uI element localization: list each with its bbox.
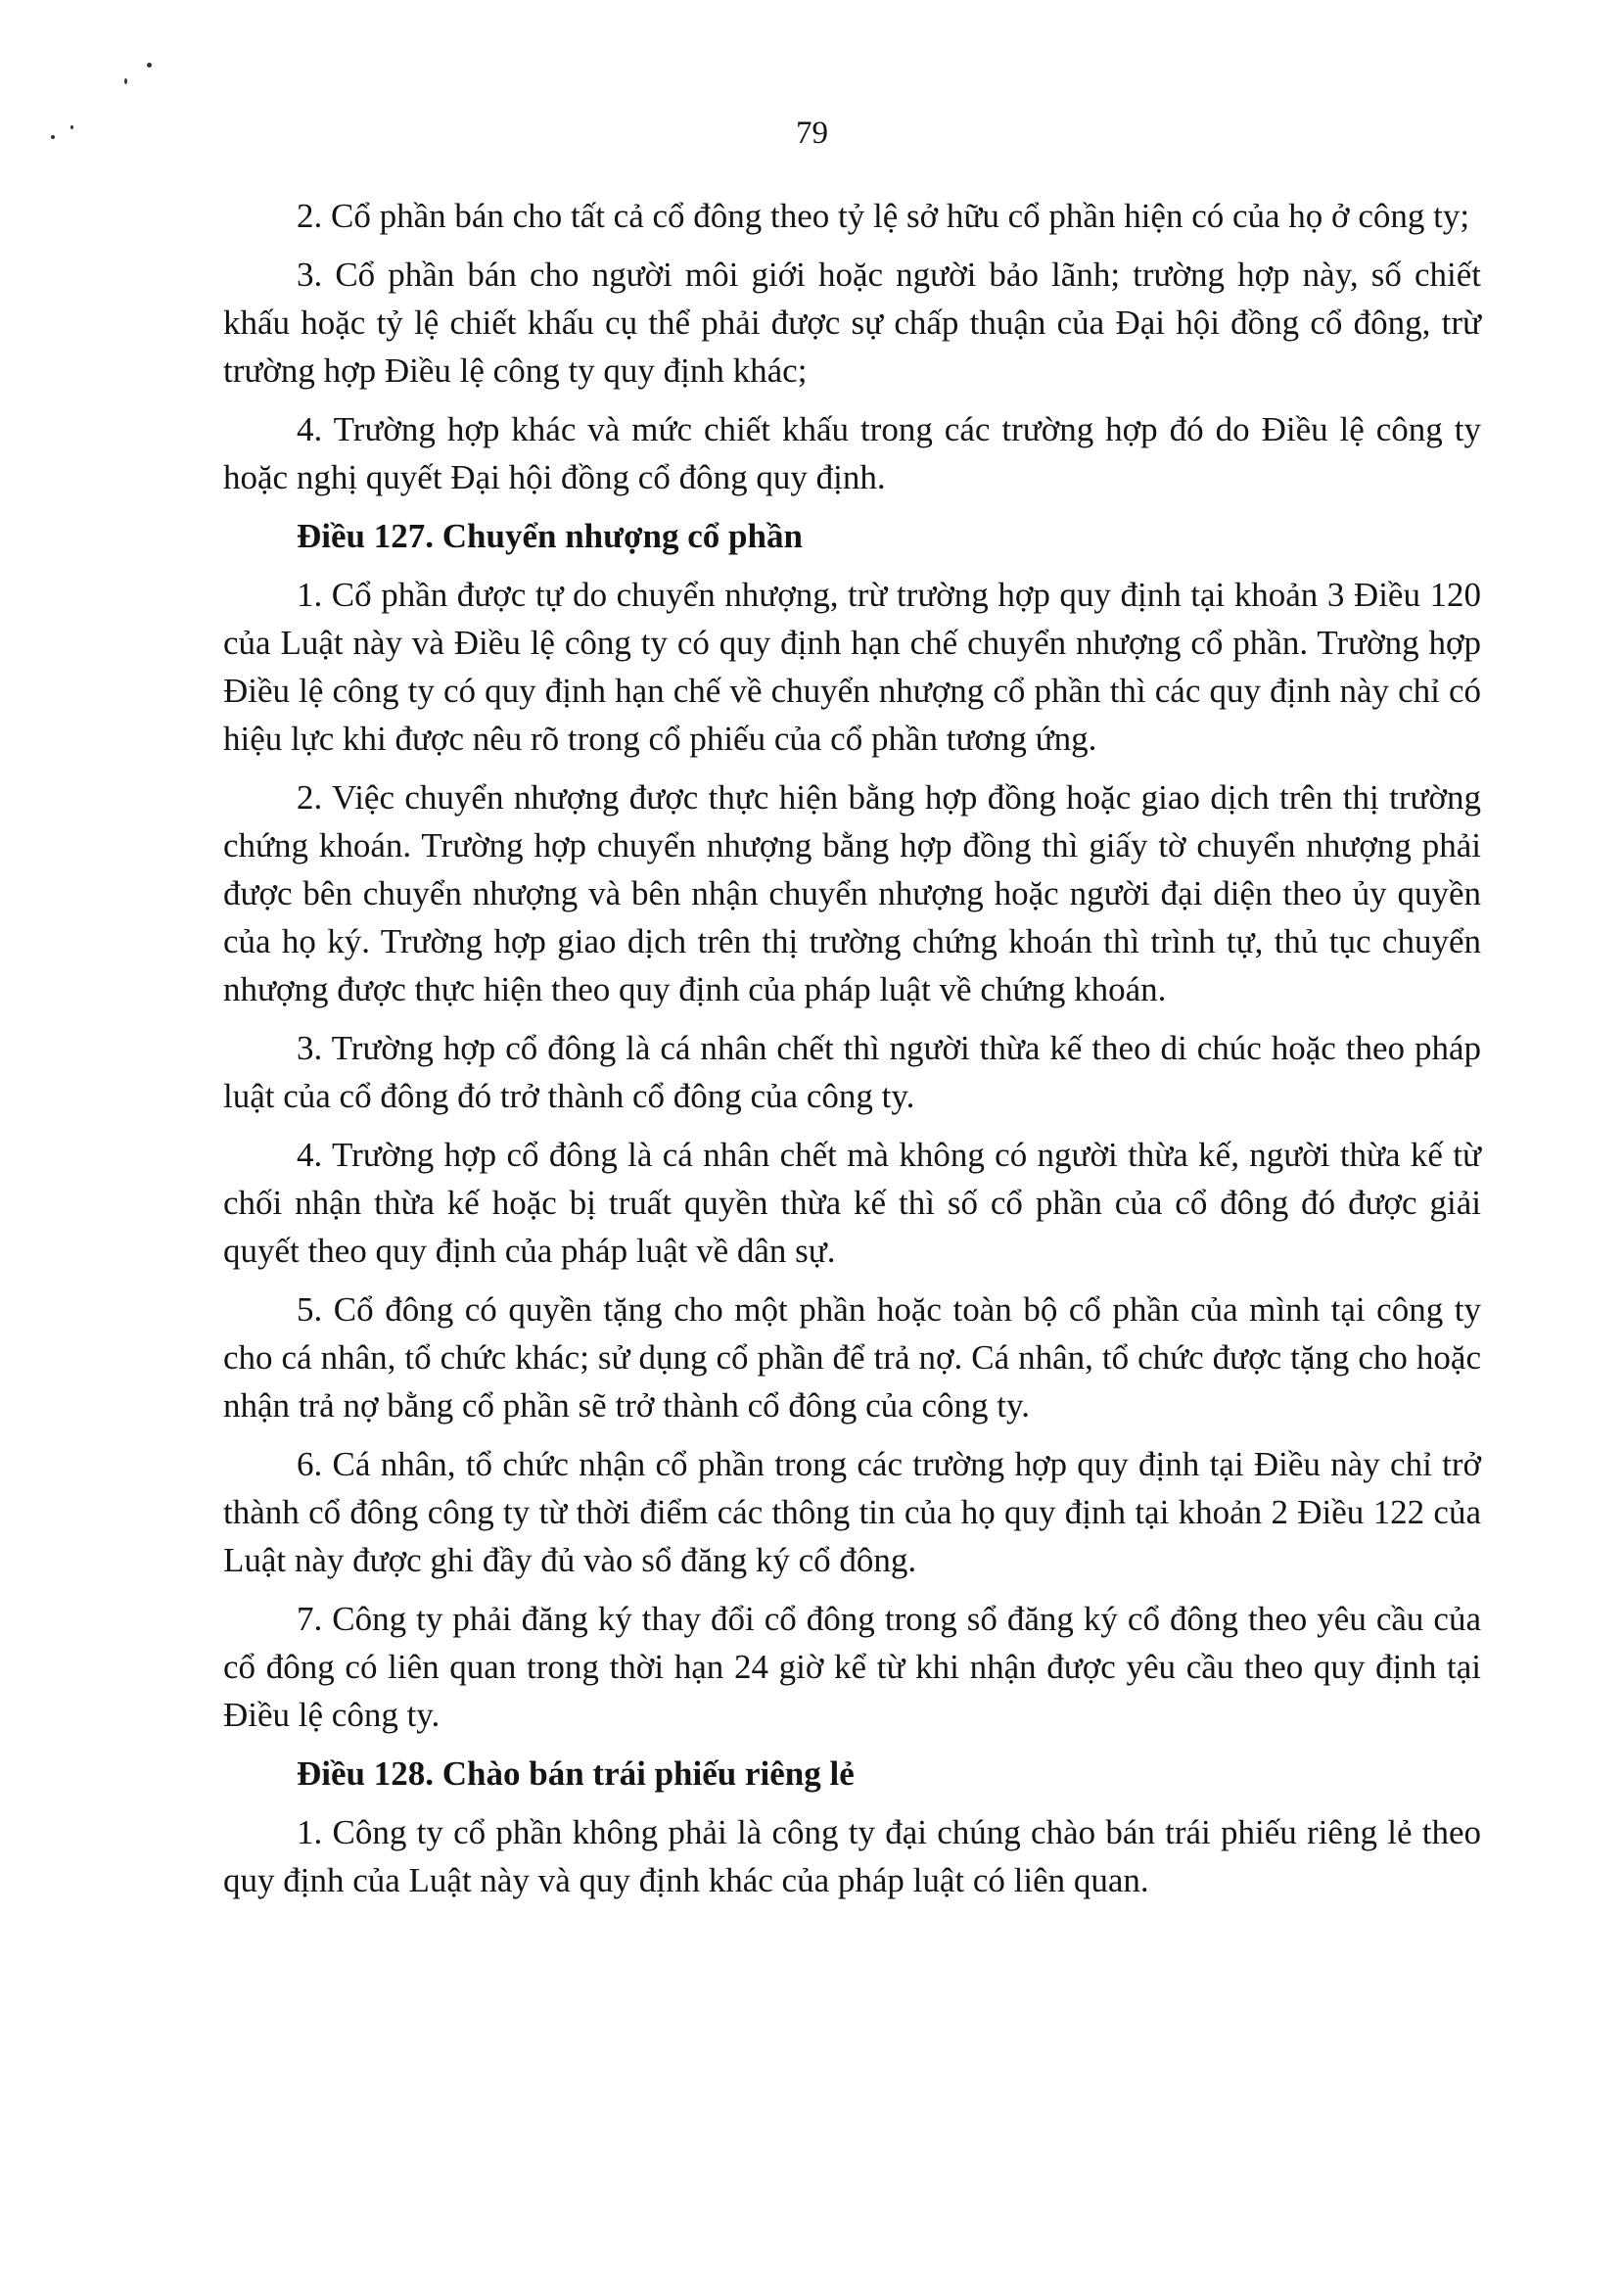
paragraph: 1. Công ty cổ phần không phải là công ty đại chúng chào bán trái phiếu riêng lẻ theo quy định của Luật này và quy định khác của pháp luật có liên quan. bbox=[223, 1813, 1481, 1899]
paragraph: 7. Công ty phải đăng ký thay đổi cổ đông trong sổ đăng ký cổ đông theo yêu cầu của cổ đông có liên quan trong thời hạn 24 giờ kể từ khi nhận được yêu cầu theo quy định tại Điều lệ công ty. bbox=[223, 1600, 1481, 1734]
scan-speck bbox=[124, 78, 127, 84]
page-number: 79 bbox=[796, 116, 828, 151]
paragraph: 2. Cổ phần bán cho tất cả cổ đông theo tỷ lệ sở hữu cổ phần hiện có của họ ở công ty; bbox=[297, 197, 1470, 235]
paragraph: 6. Cá nhân, tổ chức nhận cổ phần trong các trường hợp quy định tại Điều này chỉ trở thành cổ đông công ty từ thời điểm các thông tin của họ quy định tại khoản 2 Điều 122 của Luật này được ghi đầy đủ vào sổ đăng ký cổ đông. bbox=[223, 1445, 1481, 1579]
paragraph: 1. Cổ phần được tự do chuyển nhượng, trừ trường hợp quy định tại khoản 3 Điều 120 của Luật này và Điều lệ công ty có quy định hạn chế chuyển nhượng cổ phần. Trường hợp Điều lệ công ty có quy định hạn chế về chuyển nhượng cổ phần thì các quy định này chỉ có hiệu lực khi được nêu rõ trong cổ phiếu của cổ phần tương ứng. bbox=[223, 576, 1481, 758]
paragraph: 3. Cổ phần bán cho người môi giới hoặc người bảo lãnh; trường hợp này, số chiết khấu hoặc tỷ lệ chiết khấu cụ thể phải được sự chấp thuận của Đại hội đồng cổ đông, trừ trường hợp Điều lệ công ty quy định khác; bbox=[223, 256, 1481, 390]
article-127-title: Điều 127. Chuyển nhượng cổ phần bbox=[297, 517, 803, 555]
paragraph: 4. Trường hợp khác và mức chiết khấu trong các trường hợp đó do Điều lệ công ty hoặc nghị quyết Đại hội đồng cổ đông quy định. bbox=[223, 410, 1481, 496]
paragraph: 2. Việc chuyển nhượng được thực hiện bằng hợp đồng hoặc giao dịch trên thị trường chứng khoán. Trường hợp chuyển nhượng bằng hợp đồng thì giấy tờ chuyển nhượng phải được bên chuyển nhượng và bên nhận chuyển nhượng hoặc người đại diện theo ủy quyền của họ ký. Trường hợp giao dịch trên thị trường chứng khoán thì trình tự, thủ tục chuyển nhượng được thực hiện theo quy định của pháp luật về chứng khoán. bbox=[223, 778, 1481, 1008]
paragraph: 3. Trường hợp cổ đông là cá nhân chết thì người thừa kế theo di chúc hoặc theo pháp luật của cổ đông đó trở thành cổ đông của công ty. bbox=[223, 1029, 1481, 1115]
article-128-title: Điều 128. Chào bán trái phiếu riêng lẻ bbox=[297, 1754, 855, 1793]
scan-speck bbox=[147, 63, 152, 68]
paragraph: 4. Trường hợp cổ đông là cá nhân chết mà không có người thừa kế, người thừa kế từ chối nhận thừa kế hoặc bị truất quyền thừa kế thì số cổ phần của cổ đông đó được giải quyết theo quy định của pháp luật về dân sự. bbox=[223, 1136, 1481, 1270]
paragraph: 5. Cổ đông có quyền tặng cho một phần hoặc toàn bộ cổ phần của mình tại công ty cho cá nhân, tổ chức khác; sử dụng cổ phần để trả nợ. Cá nhân, tổ chức được tặng cho hoặc nhận trả nợ bằng cổ phần sẽ trở thành cổ đông của công ty. bbox=[223, 1290, 1481, 1425]
page-body bbox=[223, 192, 1481, 1915]
